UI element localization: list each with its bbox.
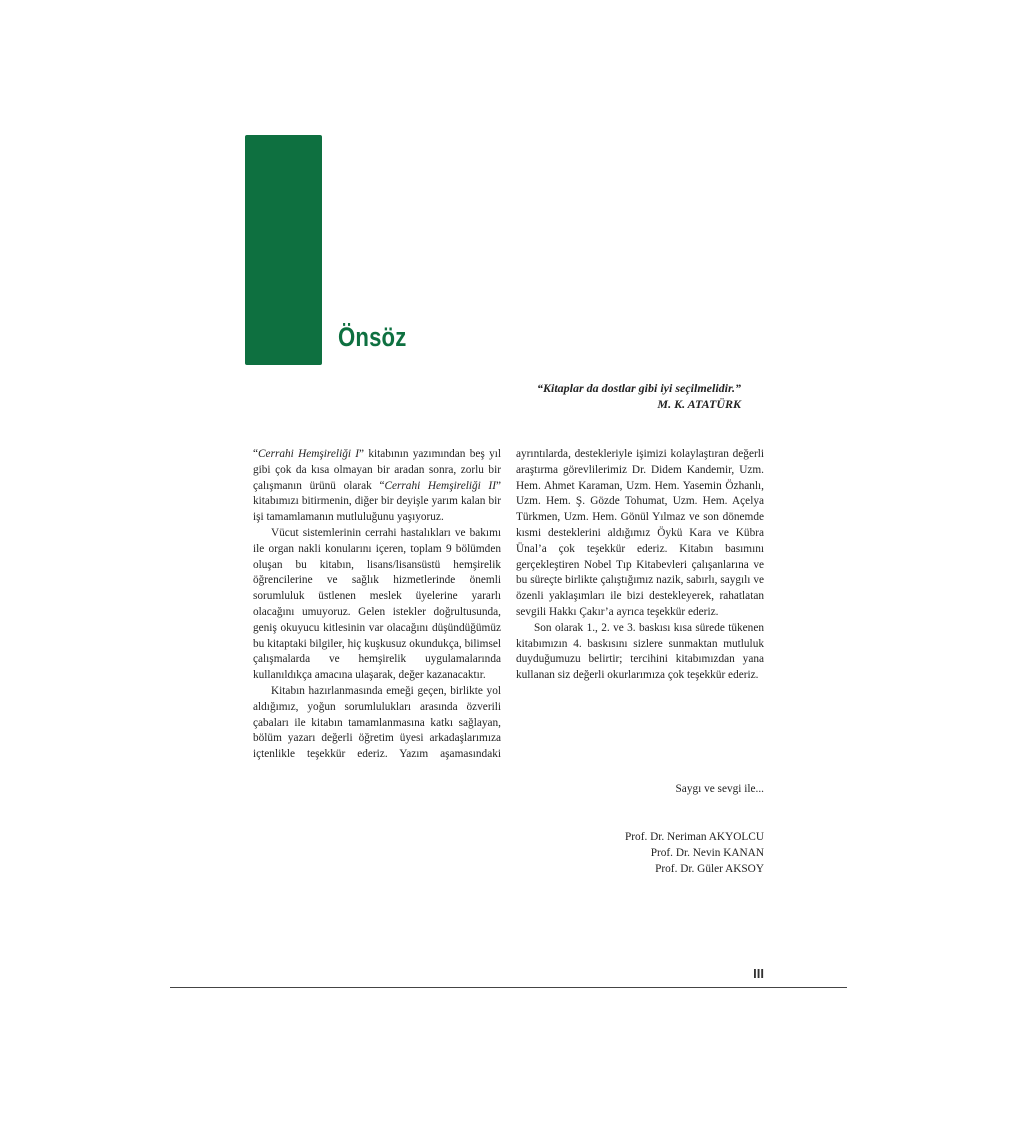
epigraph — [537, 380, 741, 412]
text-column-left — [253, 447, 501, 763]
page-title: Önsöz — [338, 322, 407, 352]
signature-name: Prof. Dr. Nevin KANAN — [650, 847, 764, 859]
book-title: Cerrahi Hemşireliği I — [258, 448, 360, 460]
signature-name: Prof. Dr. Neriman AKYOLCU — [625, 831, 764, 843]
body-paragraph: Kitabın hazırlanmasında emeği geçen, birlikte yol aldığımız, yoğun sorumlulukları arasında özverili çabaları ile kitabın tamamlanmasına katkı sağlayan, bölüm yazarı değerli öğretim üyesi arkadaşlarımıza içtenlikle teşekkür ederiz. Yazım aşamasındaki — [253, 684, 501, 761]
body-paragraph: Vücut sistemlerinin cerrahi hastalıkları ve bakımı ile organ nakli konularını içeren, toplam 9 bölümden oluşan bu kitabın, lisans/lisansüstü hemşirelik öğrencilerine ve sağlık hizmetlerinde önemli sorumluluk üstlenen meslek üyelerine yararlı olacağını umuyoruz. Gelen istekler doğrultusunda, geniş okuyucu kitlesinin var olacağını düşündüğümüz bu kitaptaki bilgiler, hiç kuşkusuz okundukça, bilimsel çalışmalarda ve hemşirelik uygulamalarında kullanıldıkça amacına ulaşarak, değer kazanacaktır. — [253, 526, 501, 682]
page-number: III — [753, 966, 764, 981]
text-column-right — [516, 447, 764, 684]
chapter-color-block — [245, 135, 322, 365]
signature-block — [625, 829, 764, 877]
body-paragraph-continued: ayrıntılarda, destekleriyle işimizi kolaylaştıran değerli araştırma görevlilerimiz Dr. Didem Kandemir, Uzm. Hem. Ahmet Karaman, Uzm. Hem. Yasemin Özhanlı, Uzm. Hem. Ş. Gözde Tohumat, Uzm. Hem. Açelya Türkmen, Uzm. Hem. Gönül Yılmaz ve son dönemde kısmi desteklerini aldığımız Öykü Kara ve Kübra Ünal’a çok teşekkür ederiz. Kitabın basımını gerçekleştiren Nobel Tıp Kitabevleri çalışanlarına ve bu süreçte birlikte çalıştığımız nazik, sabırlı, saygılı ve özenli yaklaşımları ile bizi destekleyerek, rahatlatan sevgili Hakkı Çakır’a ayrıca teşekkür ederiz. — [516, 448, 764, 618]
epigraph-author: M. K. ATATÜRK — [657, 397, 741, 411]
closing-line: Saygı ve sevgi ile... — [675, 783, 764, 795]
epigraph-quote: “Kitaplar da dostlar gibi iyi seçilmelidir.” — [536, 381, 741, 395]
body-paragraph: “Cerrahi Hemşireliği I” kitabının yazımından beş yıl gibi çok da kısa olmayan bir aradan sonra, zorlu bir çalışmanın ürünü olarak “Cerrahi Hemşireliği II” kitabımızı bitirmenin, diğer bir deyişle yarım kalan bir işi tamamlamanın mutluluğunu yaşıyoruz. — [253, 448, 501, 524]
book-title: Cerrahi Hemşireliği II — [384, 479, 496, 492]
body-paragraph: Son olarak 1., 2. ve 3. baskısı kısa sürede tükenen kitabımızın 4. baskısını sizlere sunmaktan mutluluk duyduğumuzu belirtir; tercihini kitabımızdan yana kullanan siz değerli okurlarımıza çok teşekkür ederiz. — [516, 621, 764, 682]
signature-name: Prof. Dr. Güler AKSOY — [655, 863, 764, 875]
footer-rule — [170, 987, 847, 988]
